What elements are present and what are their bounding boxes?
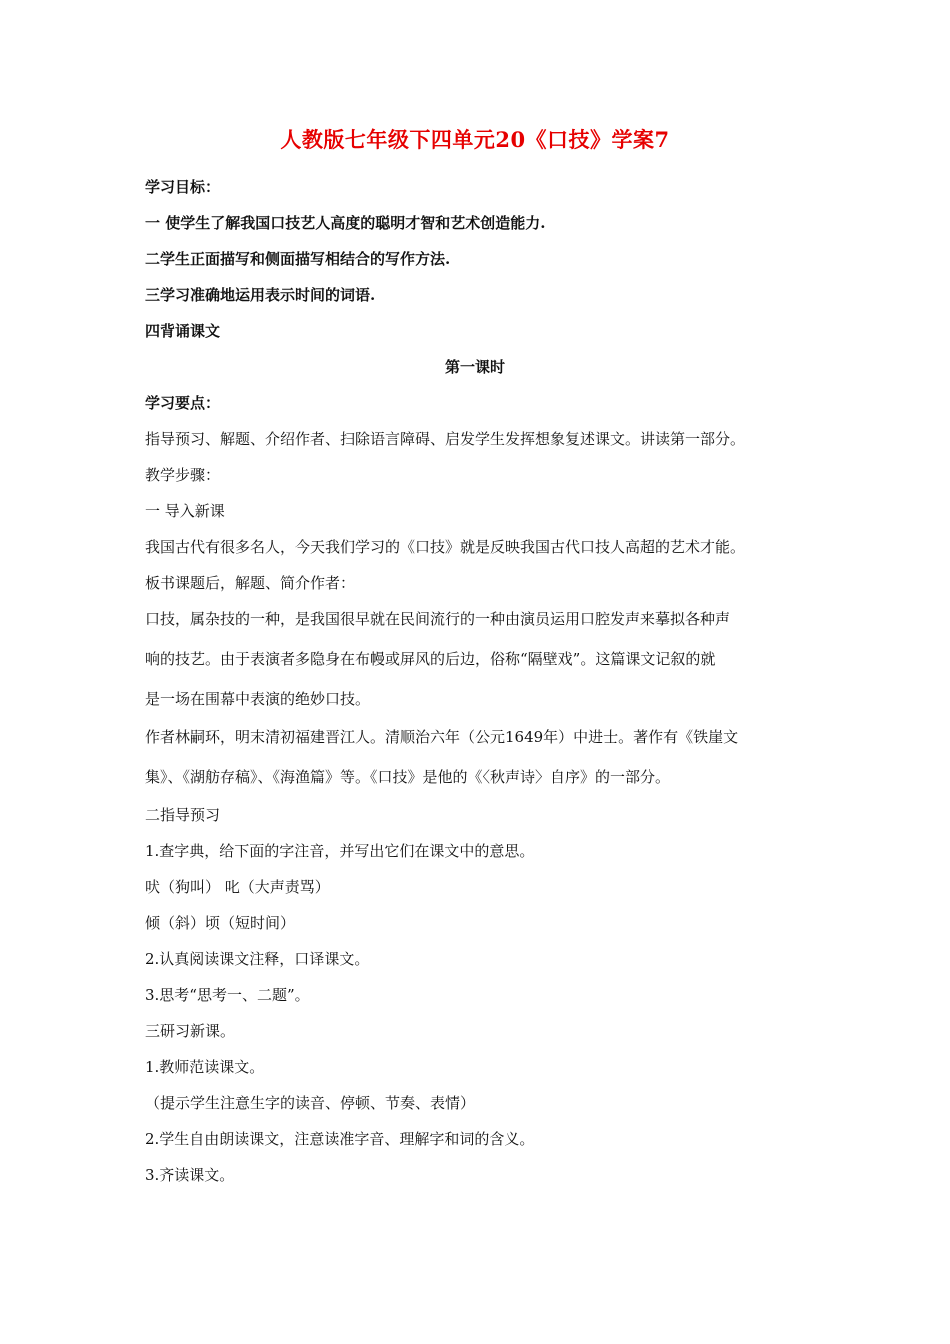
step2-item-2: 吠（狗叫） 叱（大声责骂）	[145, 878, 330, 896]
author-para-line-2: 集》、《湖舫存稿》、《海渔篇》等。《口技》是他的《〈秋声诗〉自序》的一部分。	[145, 768, 671, 786]
key-points-text: 指导预习、解题、介绍作者、扫除语言障碍、启发学生发挥想象复述课文。讲读第一部分。	[145, 430, 746, 448]
objective-3: 三学习准确地运用表示时间的词语.	[145, 286, 376, 304]
objective-2: 二学生正面描写和侧面描写相结合的写作方法.	[145, 250, 451, 268]
step3-item-1: 1.教师范读课文。	[145, 1058, 265, 1076]
step2-item-4: 2.认真阅读课文注释，口译课文。	[145, 950, 370, 968]
author-para-line-1: 作者林嗣环，明末清初福建晋江人。清顺治六年（公元1649年）中进士。著作有《铁崖文	[145, 728, 739, 746]
kouji-para-line-3: 是一场在围幕中表演的绝妙口技。	[145, 690, 371, 708]
document-title: 人教版七年级下四单元20《口技》学案7	[280, 127, 670, 152]
step2-item-1: 1.查字典，给下面的字注音，并写出它们在课文中的意思。	[145, 842, 535, 860]
objective-1: 一 使学生了解我国口技艺人高度的聪明才智和艺术创造能力.	[145, 214, 546, 232]
step3-heading: 三研习新课。	[145, 1022, 236, 1040]
objectives-heading: 学习目标：	[145, 178, 221, 196]
kouji-para-line-1: 口技，属杂技的一种，是我国很早就在民间流行的一种由演员运用口腔发声来摹拟各种声	[145, 610, 731, 628]
kouji-para-line-2: 响的技艺。由于表演者多隐身在布幔或屏风的后边，俗称“隔壁戏”。这篇课文记叙的就	[145, 650, 716, 668]
step3-item-2: （提示学生注意生字的读音、停顿、节奏、表情）	[145, 1094, 476, 1112]
step3-item-3: 2.学生自由朗读课文，注意读准字音、理解字和词的含义。	[145, 1130, 535, 1148]
step1-heading: 一 导入新课	[145, 502, 225, 520]
step2-heading: 二指导预习	[145, 806, 221, 824]
objective-4: 四背诵课文	[145, 322, 221, 340]
blackboard-text: 板书课题后，解题、简介作者：	[145, 574, 356, 592]
step2-item-3: 倾（斜）顷（短时间）	[145, 914, 296, 932]
step2-item-5: 3.思考“思考一、二题”。	[145, 986, 310, 1004]
step3-item-4: 3.齐读课文。	[145, 1166, 235, 1184]
key-points-heading: 学习要点：	[145, 394, 221, 412]
steps-heading: 教学步骤：	[145, 466, 221, 484]
lesson-heading: 第一课时	[444, 358, 505, 376]
step1-text: 我国古代有很多名人，今天我们学习的《口技》就是反映我国古代口技人高超的艺术才能。	[145, 538, 746, 556]
